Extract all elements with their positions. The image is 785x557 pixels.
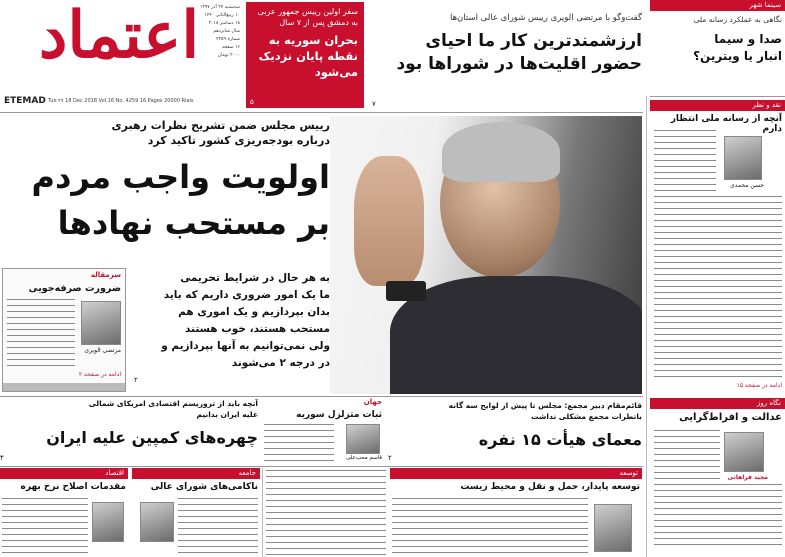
quote-line: ولی نمی‌توانیم به آنها بپردازیم و [161, 340, 330, 352]
photo-figure-hand [354, 156, 424, 286]
lower-right-tag: نگاه روز [650, 398, 785, 409]
top-center-headline-2: حضور اقلیت‌ها در شوراها بود [396, 54, 642, 74]
newspaper-logo: اعتماد [38, 0, 200, 73]
editorial-author-photo [81, 301, 121, 345]
issue-info-line: Tue ۲۷ 18 Dec 2018 Vol.16 No. 4259 16 Pages 20000 Rials [48, 98, 194, 104]
column-divider [262, 468, 263, 557]
editorial-body-text [7, 299, 75, 369]
main-headline-1: اولویت واجب مردم [31, 158, 330, 196]
editorial-headline: ضرورت صرفه‌جویی [28, 283, 121, 294]
right-column-author: حسن محمدی [730, 182, 764, 189]
mid-left-headline: چهره‌های کمپین علیه ایران [46, 428, 258, 447]
photo-watch [386, 281, 426, 301]
top-center-kicker: گفت‌وگو با مرتضی الویری رییس شورای عالی استان‌ها [449, 13, 642, 23]
mid-small-author-photo [346, 424, 380, 454]
date-line: ۱۶ صفحه [221, 45, 240, 50]
bottom-item-headline: ناکامی‌های شورای عالی [150, 482, 258, 492]
bottom-item [0, 468, 128, 557]
quote-line: ما یک امور ضروری داریم که باید [163, 289, 330, 301]
mid-left-kicker-1: آنچه باید از تروریسم اقتصادی امریکای شمالی [88, 399, 258, 408]
top-center-headline-1: ارزشمندترین کار ما احیای [425, 31, 642, 51]
top-red-box [246, 2, 364, 108]
lower-right-author: مجید فراهانی [727, 474, 768, 481]
top-center-page-ref: ۷ [372, 100, 376, 108]
mid-center-story [388, 400, 642, 464]
lower-right-author-photo [724, 432, 764, 472]
main-photo [330, 116, 642, 394]
mid-small-body [264, 424, 334, 464]
red-box-page-ref: ۵ [250, 98, 254, 106]
top-right-headline-2: انبار یا ویترین؟ [693, 49, 782, 63]
bottom-item-tag: توسعه [390, 468, 642, 479]
mid-small-author: قاسم محب‌علی [346, 455, 382, 461]
right-column-author-photo [724, 136, 762, 180]
right-column-body-1 [654, 130, 716, 194]
mid-left-story [0, 398, 258, 462]
bottom-item-headline: مقدمات اصلاح نرخ بهره [20, 482, 126, 492]
quote-line: مستحب هستند، خوب هستند [184, 323, 330, 335]
bottom-item-photo [594, 504, 632, 552]
main-kicker-2: درباره بودجه‌ریزی کشور تاکید کرد [147, 134, 330, 147]
mid-left-page-ref: ۴ [0, 454, 4, 462]
bottom-item [390, 468, 642, 557]
date-line: سال شانزدهم [213, 29, 240, 34]
bottom-item-photo [140, 502, 174, 542]
bottom-item-photo [92, 502, 124, 542]
lower-right-body [654, 430, 720, 550]
right-column-continue: ادامه در صفحه ۱۵ [736, 382, 782, 389]
date-line: شماره ۴۲۵۹ [216, 37, 240, 42]
right-column-body-2 [654, 196, 782, 382]
photo-figure-body [390, 276, 642, 394]
mid-center-headline: معمای هیأت ۱۵ نفره [478, 430, 642, 449]
bottom-item [132, 468, 260, 557]
lower-right-body-2 [720, 484, 782, 550]
top-center-story [372, 12, 642, 108]
main-story [0, 118, 330, 268]
date-line: ۱۸ دسامبر ۲۰۱۸ [208, 21, 240, 26]
main-page-ref: ۲ [134, 376, 138, 384]
mid-center-page-ref: ۲ [388, 454, 392, 462]
bottom-item-headline: توسعه پایدار، حمل و نقل و محیط زیست [460, 482, 640, 492]
divider [0, 466, 643, 467]
right-column-tag: نقد و نظر [650, 100, 785, 111]
mid-small-box [262, 398, 384, 464]
photo-figure-hair [442, 122, 560, 182]
bottom-text-column [266, 470, 386, 556]
main-kicker-1: رییس مجلس ضمن تشریح نظرات رهبری [111, 119, 330, 132]
editorial-box [2, 268, 126, 392]
quote-line: بدان بپردازیم و یک اموری هم [178, 306, 330, 318]
right-column-headline: آنچه از رسانه ملی انتظار دارم [670, 114, 782, 134]
quote-line: به هر حال در شرایط تحریمی [180, 272, 330, 284]
top-right-tag: سینما شهر [650, 0, 785, 11]
mid-left-kicker-2: علیه ایران بدانیم [196, 410, 258, 419]
bottom-item-body [392, 498, 588, 556]
date-line: ۱۰ ربیع‌الثانی ۱۴۴۰ [204, 13, 240, 18]
red-box-headline: بحران سوریه به نقطه پایان نزدیک می‌شود [258, 33, 358, 79]
main-quote [132, 270, 330, 372]
editorial-continue: ادامه در صفحه ۲ [78, 371, 121, 378]
bottom-item-tag: اقتصاد [0, 468, 128, 479]
bottom-item-tag: جامعه [132, 468, 260, 479]
divider [650, 96, 785, 97]
latin-name: ETEMAD [4, 96, 46, 106]
bottom-item-body [2, 498, 88, 556]
divider [0, 396, 643, 397]
mid-small-headline: ثبات متزلزل سوریه [296, 410, 382, 420]
editorial-footer-bar [3, 383, 125, 391]
quote-line: در درجه ۲ می‌شوند [231, 357, 330, 369]
issue-date-block [196, 4, 240, 60]
top-right-headline-1: صدا و سیما [714, 32, 782, 46]
top-right-kicker: نگاهی به عملکرد رسانه ملی [693, 15, 782, 24]
lower-right-headline: عدالت و افراط‌گرایی [679, 412, 782, 423]
divider [0, 112, 643, 113]
red-box-kicker: سفر اولین رییس جمهور عربی به دمشق پس از ۷ سال [257, 7, 358, 27]
editorial-tag: سرمقاله [90, 271, 121, 279]
mid-center-kicker-2: باتطرات مجمع مشکلی نداشت [531, 412, 642, 421]
mid-small-tag: جهان [363, 398, 382, 406]
editorial-author: مرتضی الویری [84, 347, 121, 354]
main-headline-2: بر مستحب نهادها [57, 204, 330, 242]
bottom-item-body [178, 498, 258, 556]
mid-center-kicker-1: قائم‌مقام دبیر مجمع: مجلس تا پیش از لوایح سه گانه [448, 401, 642, 410]
top-right-story [652, 14, 782, 96]
column-divider [646, 96, 647, 557]
date-line: ۲۰۰۰ تومان [217, 53, 240, 58]
date-line: سه‌شنبه ۲۷ آذر ۱۳۹۷ [199, 5, 240, 10]
